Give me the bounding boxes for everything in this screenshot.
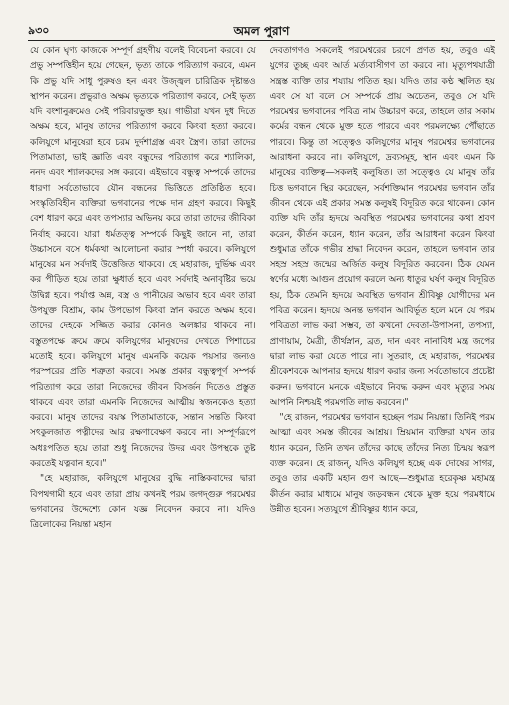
paragraph: যে কোন ঘৃণ্য কাজকে সম্পূর্ণ গ্রহণীয় বলেই বিবেচনা করবে। যে প্রভু সম্পত্তিহীন হয়ে গেছেন, ভৃত্য তাকে পরিত্যাগ করবে, এমন কি প্রভু যদি সাধু পুরুষও হন এবং উজ্জ্বল চারিত্রিক দৃষ্টান্তও স্থাপন করেন। প্রভুরাও অক্ষম ভৃত্যকে পরিত্যাগ করবে, সেই ভৃত্য যদি বংশানুক্রমেও সেই পরিবারভুক্ত হয়। গাভীরা যখন দুধ দিতে অক্ষম হবে, মানুষ তাদের পরিত্যাগ করবে কিংবা হত্যা করবে। কলিযুগে মানুষেরা হবে চরম দুর্দশাগ্রস্ত এবং স্ত্রৈণ। তারা তাদের পিতামাতা, ভাই জ্ঞাতি এবং বন্ধুদের পরিত্যাগ করে শ্যালিকা, ননদ এবং শ্যালকদের সঙ্গ করবে। এইভাবে বন্ধুত্ব সম্পর্কে তাদের ধারণা সর্বতোভাবে যৌন বন্ধনের ভিত্তিতে প্রতিষ্ঠিত হবে। সংস্কৃতিবিহীন ব্যক্তিরা ভগবানের পক্ষে দান গ্রহণ করবে। কিছুই বেশ ধারণ করে এবং তপস্যার অভিনয় করে তারা তাদের জীবিকা নির্বাহ করবে। যারা ধর্মতত্ত্ব সম্পর্কে কিছুই জানে না, তারা উচ্চাসনে বসে ধর্মকথা আলোচনা করার স্পর্ধা করবে। কলিযুগে মানুষের মন সর্বদাই উত্তেজিত থাকবে। হে মহারাজ, দুর্ভিক্ষ এবং কর পীড়িত হয়ে তারা ক্ষুধার্ত হবে এবং সর্বদাই অনাবৃষ্টির ভয়ে উদ্বিগ্ন হবে। পর্যাপ্ত অন্ন, বস্ত্র ও পানীয়ের অভাব হবে এবং তারা উপযুক্ত বিশ্রাম, কাম উপভোগ কিংবা স্নান করতে অক্ষম হবে। তাদের দেহকে সজ্জিত করার কোনও অলঙ্কার থাকবে না। বস্তুতপক্ষে ক্রমে ক্রমে কলিযুগের মানুষদের দেখতে পিশাচের মতোই হবে। কলিযুগে মানুষ এমনকি কয়েক পয়সার জন্যও পরস্পরের প্রতি শত্রুতা করবে। সমস্ত প্রকার বন্ধুত্বপূর্ণ সম্পর্ক পরিত্যাগ করে তারা নিজেদের জীবন বিসর্জন দিতেও প্রস্তুত থাকবে এবং তারা এমনকি নিজেদের আত্মীয় স্বজনকেও হত্যা করবে। মানুষ তাদের বয়স্ক পিতামাতাকে, সন্তান সন্ততি কিংবা সৎকুলজাত পত্নীদের আর রক্ষণাবেক্ষণ করবে না। সম্পূর্ণরূপে অধঃপতিত হয়ে তারা শুধু নিজেদের উদর এবং উপস্থকে তুষ্ট করতেই যত্নবান হবে।": [30, 46, 256, 470]
left-column: [30, 44, 256, 693]
page-header: [28, 22, 495, 41]
paragraph: দেবতাগণও সকলেই পরমেশ্বরের চরণে প্রণত হয়, তবুও এই যুগের তুচ্ছ এবং আর্ত মর্ত্যবাসীগণ তা করবে না। মৃত্যুপথযাত্রী সন্ত্রস্ত ব্যক্তি তার শয্যায় পতিত হয়। যদিও তার কণ্ঠ স্খলিত হয় এবং সে যা বলে সে সম্পর্কে প্রায় অচেতন, তবুও সে যদি পরমেশ্বর ভগবানের পবিত্র নাম উচ্চারণ করে, তাহলে তার সকাম কর্মের বন্ধন থেকে মুক্ত হতে পারবে এবং পরমলক্ষ্যে পৌঁছাতে পারবে। কিন্তু তা সত্ত্বেও কলিযুগের মানুষ পরমেশ্বর ভগবানের আরাধনা করবে না। কলিযুগে, দ্রব্যসমূহ, স্থান এবং এমন কি মানুষের ব্যক্তিত্ব—সকলই কলুষিত। তা সত্ত্বেও যে মানুষ তাঁর চিত্ত ভগবানে স্থির করেছেন, সর্বশক্তিমান পরমেশ্বর ভগবান তাঁর জীবন থেকে এই প্রকার সমস্ত কলুষই বিদূরিত করে থাকেন। কোন ব্যক্তি যদি তাঁর হৃদয়ে অবস্থিত পরমেশ্বর ভগবানের কথা শ্রবণ করেন, কীর্তন করেন, ধ্যান করেন, তাঁর আরাধনা করেন কিংবা শুধুমাত্র তাঁকে গভীর শ্রদ্ধা নিবেদন করেন, তাহলে ভগবান তার সহস্র সহস্র জন্মের অর্জিত কলুষ বিদূরিত করবেন। ঠিক যেমন স্বর্ণের মধ্যে আগুন প্রয়োগ করলে অন্য ধাতুর ঘর্ষণ কলুষ বিদূরিত হয়, ঠিক তেমনি হৃদয়ে অবস্থিত ভগবান শ্রীবিষ্ণু যোগীদের মন পবিত্র করেন। হৃদয়ে অনন্ত ভগবান আবির্ভূত হলে মনে যে পরম পবিত্রতা লাভ করা সম্ভব, তা কখনো দেবতা-উপাসনা, তপস্যা, প্রাণায়াম, মৈত্রী, তীর্থস্নান, ব্রত, দান এবং নানাবিধ মন্ত্র জপের দ্বারা লাভ করা যেতে পারে না। সুতরাং, হে মহারাজ, পরমেশ্বর শ্রীকেশবকে আপনার হৃদয়ে ধারণ করার জন্য সর্বতোভাবে প্রচেষ্টা করুন। ভগবানে মনকে এইভাবে নিবদ্ধ করুন এবং মৃত্যুর সময় আপনি নিশ্চয়ই পরমগতি লাভ করবেন।": [269, 46, 495, 408]
paragraph: "হে রাজন, পরমেশ্বর ভগবান হচ্ছেন পরম নিয়ন্তা। তিনিই পরম আত্মা এবং সমস্ত জীবের আশ্রয়। ম্রিয়মান ব্যক্তিরা যখন তার ধ্যান করেন, তিনি তখন তাঁদের কাছে তাঁদের নিত্য চিন্ময় স্বরূপ ব্যক্ত করেন। হে রাজন্‌, যদিও কলিযুগ হচ্ছে এক দোষের সাগর, তবুও তার একটি মহান গুণ আছে—শুধুমাত্র হরেকৃষ্ণ মহামন্ত্র কীর্তন করার মাধ্যমে মানুষ জড়বন্ধন থেকে মুক্ত হয়ে পরমধামে উন্নীত হবেন। সত্যযুগে শ্রীবিষ্ণুর ধ্যান করে,: [269, 413, 495, 515]
paragraph: "হে মহারাজ, কলিযুগে মানুষের বুদ্ধি নাস্তিকবাদের দ্বারা বিপথগামী হবে এবং তারা প্রায় কখনই পরম জগদ্গুরু পরমেশ্বর ভগবানের উদ্দেশ্যে কোন যজ্ঞ নিবেদন করবে না। যদিও ত্রিলোকের নিয়ন্তা মহান: [30, 474, 256, 531]
running-title: অমল পুরাণ: [233, 24, 290, 38]
text-columns: [30, 44, 495, 693]
page-number: ৯৩০: [28, 23, 50, 37]
right-column: [270, 44, 496, 693]
